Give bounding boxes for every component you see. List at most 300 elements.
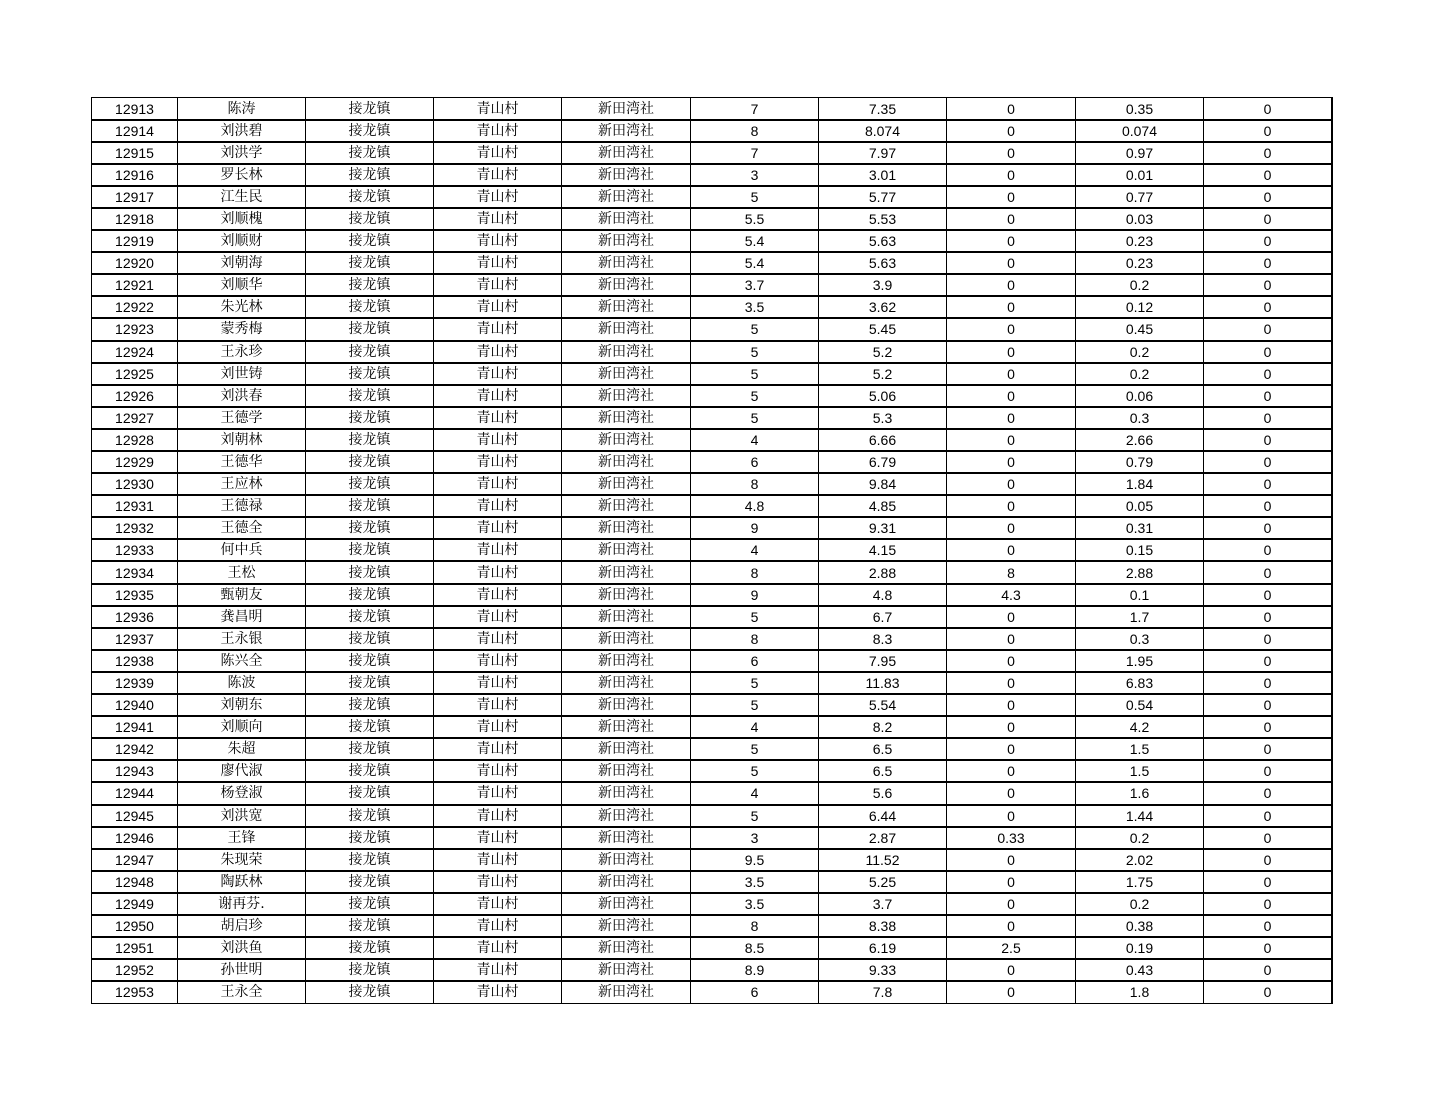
value-b-cell: 8.2: [819, 716, 947, 738]
value-e-cell: 0: [1204, 805, 1332, 827]
group-cell: 新田湾社: [562, 937, 691, 959]
village-cell: 青山村: [434, 650, 562, 672]
value-b-cell: 3.01: [819, 164, 947, 186]
village-cell: 青山村: [434, 296, 562, 318]
table-row: [92, 451, 1332, 473]
value-e-cell: 0: [1204, 606, 1332, 628]
value-d-cell: 0.15: [1076, 539, 1204, 561]
table-row: [92, 871, 1332, 893]
village-cell: 青山村: [434, 164, 562, 186]
value-e-cell: 0: [1204, 915, 1332, 937]
town-cell: 接龙镇: [306, 98, 434, 120]
table-row: [92, 981, 1332, 1003]
value-a-cell: 3: [691, 164, 819, 186]
village-cell: 青山村: [434, 429, 562, 451]
town-cell: 接龙镇: [306, 782, 434, 804]
table-row: [92, 760, 1332, 782]
village-cell: 青山村: [434, 142, 562, 164]
id-cell: 12919: [92, 230, 178, 252]
name-cell: 刘洪学: [178, 142, 306, 164]
value-e-cell: 0: [1204, 517, 1332, 539]
value-c-cell: 0: [947, 274, 1076, 296]
value-a-cell: 5: [691, 186, 819, 208]
value-d-cell: 2.88: [1076, 561, 1204, 583]
value-b-cell: 8.3: [819, 628, 947, 650]
value-a-cell: 4: [691, 539, 819, 561]
value-d-cell: 0.97: [1076, 142, 1204, 164]
table-row: [92, 738, 1332, 760]
id-cell: 12926: [92, 385, 178, 407]
value-b-cell: 6.66: [819, 429, 947, 451]
value-b-cell: 2.88: [819, 561, 947, 583]
name-cell: 蒙秀梅: [178, 318, 306, 340]
value-b-cell: 4.8: [819, 584, 947, 606]
village-cell: 青山村: [434, 274, 562, 296]
value-b-cell: 7.95: [819, 650, 947, 672]
group-cell: 新田湾社: [562, 164, 691, 186]
group-cell: 新田湾社: [562, 495, 691, 517]
value-e-cell: 0: [1204, 451, 1332, 473]
table-row: [92, 694, 1332, 716]
village-cell: 青山村: [434, 186, 562, 208]
id-cell: 12938: [92, 650, 178, 672]
value-c-cell: 0: [947, 738, 1076, 760]
value-b-cell: 4.15: [819, 539, 947, 561]
table-row: [92, 849, 1332, 871]
value-d-cell: 0.074: [1076, 120, 1204, 142]
value-a-cell: 3.5: [691, 296, 819, 318]
name-cell: 刘洪鱼: [178, 937, 306, 959]
name-cell: 龚昌明: [178, 606, 306, 628]
value-d-cell: 2.02: [1076, 849, 1204, 871]
name-cell: 杨登淑: [178, 782, 306, 804]
table-row: [92, 782, 1332, 804]
value-c-cell: 0: [947, 120, 1076, 142]
name-cell: 刘世铸: [178, 363, 306, 385]
group-cell: 新田湾社: [562, 274, 691, 296]
value-b-cell: 5.2: [819, 363, 947, 385]
group-cell: 新田湾社: [562, 782, 691, 804]
village-cell: 青山村: [434, 805, 562, 827]
name-cell: 孙世明: [178, 959, 306, 981]
id-cell: 12917: [92, 186, 178, 208]
value-b-cell: 9.31: [819, 517, 947, 539]
group-cell: 新田湾社: [562, 341, 691, 363]
value-c-cell: 0: [947, 252, 1076, 274]
value-c-cell: 0: [947, 230, 1076, 252]
town-cell: 接龙镇: [306, 142, 434, 164]
value-c-cell: 0: [947, 539, 1076, 561]
value-b-cell: 5.06: [819, 385, 947, 407]
value-b-cell: 6.44: [819, 805, 947, 827]
value-e-cell: 0: [1204, 164, 1332, 186]
group-cell: 新田湾社: [562, 805, 691, 827]
id-cell: 12940: [92, 694, 178, 716]
value-c-cell: 0: [947, 959, 1076, 981]
group-cell: 新田湾社: [562, 98, 691, 120]
value-b-cell: 6.5: [819, 738, 947, 760]
id-cell: 12950: [92, 915, 178, 937]
value-b-cell: 7.8: [819, 981, 947, 1003]
village-cell: 青山村: [434, 407, 562, 429]
table-row: [92, 827, 1332, 849]
value-d-cell: 1.8: [1076, 981, 1204, 1003]
town-cell: 接龙镇: [306, 252, 434, 274]
village-cell: 青山村: [434, 893, 562, 915]
value-a-cell: 7: [691, 98, 819, 120]
value-c-cell: 0: [947, 849, 1076, 871]
id-cell: 12922: [92, 296, 178, 318]
value-e-cell: 0: [1204, 959, 1332, 981]
table-row: [92, 252, 1332, 274]
value-c-cell: 0: [947, 893, 1076, 915]
value-d-cell: 0.2: [1076, 363, 1204, 385]
value-c-cell: 0: [947, 650, 1076, 672]
village-cell: 青山村: [434, 451, 562, 473]
value-c-cell: 4.3: [947, 584, 1076, 606]
village-cell: 青山村: [434, 230, 562, 252]
value-b-cell: 3.9: [819, 274, 947, 296]
name-cell: 王永珍: [178, 341, 306, 363]
name-cell: 江生民: [178, 186, 306, 208]
value-c-cell: 0: [947, 517, 1076, 539]
id-cell: 12939: [92, 672, 178, 694]
group-cell: 新田湾社: [562, 959, 691, 981]
value-e-cell: 0: [1204, 429, 1332, 451]
table-row: [92, 628, 1332, 650]
village-cell: 青山村: [434, 871, 562, 893]
value-b-cell: 3.7: [819, 893, 947, 915]
town-cell: 接龙镇: [306, 871, 434, 893]
village-cell: 青山村: [434, 495, 562, 517]
value-d-cell: 0.3: [1076, 407, 1204, 429]
village-cell: 青山村: [434, 539, 562, 561]
name-cell: 刘顺槐: [178, 208, 306, 230]
value-e-cell: 0: [1204, 186, 1332, 208]
table-row: [92, 142, 1332, 164]
id-cell: 12952: [92, 959, 178, 981]
town-cell: 接龙镇: [306, 517, 434, 539]
value-d-cell: 0.45: [1076, 318, 1204, 340]
table-row: [92, 893, 1332, 915]
value-d-cell: 1.75: [1076, 871, 1204, 893]
group-cell: 新田湾社: [562, 871, 691, 893]
group-cell: 新田湾社: [562, 208, 691, 230]
value-c-cell: 0: [947, 760, 1076, 782]
value-a-cell: 5: [691, 606, 819, 628]
name-cell: 刘朝林: [178, 429, 306, 451]
value-a-cell: 6: [691, 981, 819, 1003]
value-c-cell: 0: [947, 98, 1076, 120]
value-e-cell: 0: [1204, 561, 1332, 583]
table-row: [92, 915, 1332, 937]
town-cell: 接龙镇: [306, 650, 434, 672]
group-cell: 新田湾社: [562, 230, 691, 252]
group-cell: 新田湾社: [562, 606, 691, 628]
town-cell: 接龙镇: [306, 539, 434, 561]
value-b-cell: 5.2: [819, 341, 947, 363]
village-cell: 青山村: [434, 473, 562, 495]
group-cell: 新田湾社: [562, 318, 691, 340]
group-cell: 新田湾社: [562, 981, 691, 1003]
table-row: [92, 318, 1332, 340]
value-a-cell: 5.4: [691, 230, 819, 252]
town-cell: 接龙镇: [306, 849, 434, 871]
value-d-cell: 0.12: [1076, 296, 1204, 318]
value-a-cell: 3.5: [691, 893, 819, 915]
town-cell: 接龙镇: [306, 429, 434, 451]
value-a-cell: 5: [691, 738, 819, 760]
name-cell: 刘朝东: [178, 694, 306, 716]
value-c-cell: 0: [947, 782, 1076, 804]
value-c-cell: 0: [947, 805, 1076, 827]
value-d-cell: 0.2: [1076, 274, 1204, 296]
village-cell: 青山村: [434, 208, 562, 230]
value-c-cell: 0: [947, 495, 1076, 517]
value-c-cell: 0: [947, 407, 1076, 429]
value-b-cell: 7.97: [819, 142, 947, 164]
id-cell: 12949: [92, 893, 178, 915]
id-cell: 12933: [92, 539, 178, 561]
village-cell: 青山村: [434, 716, 562, 738]
value-a-cell: 5: [691, 805, 819, 827]
table-row: [92, 561, 1332, 583]
value-a-cell: 5: [691, 363, 819, 385]
value-a-cell: 4: [691, 782, 819, 804]
name-cell: 王德华: [178, 451, 306, 473]
town-cell: 接龙镇: [306, 893, 434, 915]
village-cell: 青山村: [434, 98, 562, 120]
town-cell: 接龙镇: [306, 738, 434, 760]
table-row: [92, 230, 1332, 252]
value-e-cell: 0: [1204, 318, 1332, 340]
group-cell: 新田湾社: [562, 738, 691, 760]
table-row: [92, 937, 1332, 959]
table-row: [92, 517, 1332, 539]
name-cell: 刘顺向: [178, 716, 306, 738]
value-c-cell: 8: [947, 561, 1076, 583]
value-a-cell: 3.5: [691, 871, 819, 893]
town-cell: 接龙镇: [306, 451, 434, 473]
name-cell: 廖代淑: [178, 760, 306, 782]
village-cell: 青山村: [434, 849, 562, 871]
name-cell: 王德禄: [178, 495, 306, 517]
value-a-cell: 6: [691, 451, 819, 473]
value-d-cell: 0.54: [1076, 694, 1204, 716]
value-e-cell: 0: [1204, 208, 1332, 230]
group-cell: 新田湾社: [562, 451, 691, 473]
village-cell: 青山村: [434, 782, 562, 804]
town-cell: 接龙镇: [306, 186, 434, 208]
value-b-cell: 5.3: [819, 407, 947, 429]
id-cell: 12925: [92, 363, 178, 385]
value-c-cell: 0: [947, 451, 1076, 473]
village-cell: 青山村: [434, 517, 562, 539]
table-row: [92, 120, 1332, 142]
town-cell: 接龙镇: [306, 716, 434, 738]
value-a-cell: 5.5: [691, 208, 819, 230]
group-cell: 新田湾社: [562, 716, 691, 738]
name-cell: 王永银: [178, 628, 306, 650]
name-cell: 王德学: [178, 407, 306, 429]
value-a-cell: 5: [691, 672, 819, 694]
name-cell: 王永全: [178, 981, 306, 1003]
value-b-cell: 6.5: [819, 760, 947, 782]
value-d-cell: 0.23: [1076, 230, 1204, 252]
group-cell: 新田湾社: [562, 849, 691, 871]
value-d-cell: 0.43: [1076, 959, 1204, 981]
group-cell: 新田湾社: [562, 363, 691, 385]
id-cell: 12929: [92, 451, 178, 473]
value-b-cell: 5.25: [819, 871, 947, 893]
value-d-cell: 0.77: [1076, 186, 1204, 208]
value-e-cell: 0: [1204, 120, 1332, 142]
name-cell: 刘洪春: [178, 385, 306, 407]
name-cell: 刘洪宽: [178, 805, 306, 827]
village-cell: 青山村: [434, 738, 562, 760]
group-cell: 新田湾社: [562, 827, 691, 849]
name-cell: 王应林: [178, 473, 306, 495]
value-a-cell: 3.7: [691, 274, 819, 296]
village-cell: 青山村: [434, 341, 562, 363]
village-cell: 青山村: [434, 981, 562, 1003]
value-b-cell: 5.6: [819, 782, 947, 804]
name-cell: 王德全: [178, 517, 306, 539]
name-cell: 刘顺华: [178, 274, 306, 296]
id-cell: 12914: [92, 120, 178, 142]
id-cell: 12913: [92, 98, 178, 120]
value-d-cell: 0.03: [1076, 208, 1204, 230]
id-cell: 12921: [92, 274, 178, 296]
value-e-cell: 0: [1204, 473, 1332, 495]
value-a-cell: 8.9: [691, 959, 819, 981]
group-cell: 新田湾社: [562, 252, 691, 274]
name-cell: 刘顺财: [178, 230, 306, 252]
town-cell: 接龙镇: [306, 120, 434, 142]
id-cell: 12948: [92, 871, 178, 893]
value-b-cell: 9.84: [819, 473, 947, 495]
value-b-cell: 5.63: [819, 252, 947, 274]
value-c-cell: 0: [947, 716, 1076, 738]
table-row: [92, 805, 1332, 827]
name-cell: 陈兴全: [178, 650, 306, 672]
value-b-cell: 5.45: [819, 318, 947, 340]
group-cell: 新田湾社: [562, 473, 691, 495]
value-d-cell: 0.2: [1076, 827, 1204, 849]
value-a-cell: 5: [691, 318, 819, 340]
village-cell: 青山村: [434, 959, 562, 981]
table-row: [92, 672, 1332, 694]
id-cell: 12951: [92, 937, 178, 959]
town-cell: 接龙镇: [306, 672, 434, 694]
value-a-cell: 5.4: [691, 252, 819, 274]
value-e-cell: 0: [1204, 871, 1332, 893]
value-a-cell: 8: [691, 120, 819, 142]
value-a-cell: 5: [691, 341, 819, 363]
table-row: [92, 341, 1332, 363]
value-b-cell: 11.52: [819, 849, 947, 871]
id-cell: 12947: [92, 849, 178, 871]
town-cell: 接龙镇: [306, 341, 434, 363]
table-row: [92, 296, 1332, 318]
village-cell: 青山村: [434, 672, 562, 694]
value-e-cell: 0: [1204, 98, 1332, 120]
value-e-cell: 0: [1204, 650, 1332, 672]
value-e-cell: 0: [1204, 628, 1332, 650]
value-c-cell: 0: [947, 672, 1076, 694]
group-cell: 新田湾社: [562, 186, 691, 208]
value-d-cell: 1.7: [1076, 606, 1204, 628]
value-d-cell: 0.23: [1076, 252, 1204, 274]
value-b-cell: 5.77: [819, 186, 947, 208]
table-row: [92, 606, 1332, 628]
town-cell: 接龙镇: [306, 981, 434, 1003]
value-d-cell: 4.2: [1076, 716, 1204, 738]
group-cell: 新田湾社: [562, 142, 691, 164]
value-a-cell: 8.5: [691, 937, 819, 959]
value-d-cell: 1.5: [1076, 760, 1204, 782]
town-cell: 接龙镇: [306, 296, 434, 318]
town-cell: 接龙镇: [306, 827, 434, 849]
town-cell: 接龙镇: [306, 628, 434, 650]
value-a-cell: 9: [691, 517, 819, 539]
value-e-cell: 0: [1204, 849, 1332, 871]
value-c-cell: 0: [947, 915, 1076, 937]
value-e-cell: 0: [1204, 230, 1332, 252]
value-d-cell: 0.05: [1076, 495, 1204, 517]
group-cell: 新田湾社: [562, 915, 691, 937]
group-cell: 新田湾社: [562, 650, 691, 672]
id-cell: 12932: [92, 517, 178, 539]
value-a-cell: 5: [691, 760, 819, 782]
value-c-cell: 0: [947, 186, 1076, 208]
village-cell: 青山村: [434, 606, 562, 628]
table-row: [92, 429, 1332, 451]
value-b-cell: 3.62: [819, 296, 947, 318]
value-b-cell: 11.83: [819, 672, 947, 694]
value-e-cell: 0: [1204, 893, 1332, 915]
name-cell: 甄朝友: [178, 584, 306, 606]
value-e-cell: 0: [1204, 672, 1332, 694]
value-c-cell: 0: [947, 164, 1076, 186]
value-a-cell: 3: [691, 827, 819, 849]
value-a-cell: 5: [691, 407, 819, 429]
value-b-cell: 5.53: [819, 208, 947, 230]
value-c-cell: 0: [947, 385, 1076, 407]
name-cell: 朱光林: [178, 296, 306, 318]
table-row: [92, 164, 1332, 186]
value-d-cell: 0.31: [1076, 517, 1204, 539]
value-e-cell: 0: [1204, 385, 1332, 407]
value-e-cell: 0: [1204, 407, 1332, 429]
group-cell: 新田湾社: [562, 539, 691, 561]
group-cell: 新田湾社: [562, 694, 691, 716]
table-row: [92, 385, 1332, 407]
id-cell: 12935: [92, 584, 178, 606]
table-row: [92, 716, 1332, 738]
id-cell: 12943: [92, 760, 178, 782]
value-c-cell: 0: [947, 981, 1076, 1003]
town-cell: 接龙镇: [306, 959, 434, 981]
value-d-cell: 1.95: [1076, 650, 1204, 672]
value-d-cell: 0.38: [1076, 915, 1204, 937]
value-d-cell: 1.6: [1076, 782, 1204, 804]
value-b-cell: 5.63: [819, 230, 947, 252]
town-cell: 接龙镇: [306, 495, 434, 517]
name-cell: 王锋: [178, 827, 306, 849]
table-row: [92, 98, 1332, 120]
value-e-cell: 0: [1204, 142, 1332, 164]
